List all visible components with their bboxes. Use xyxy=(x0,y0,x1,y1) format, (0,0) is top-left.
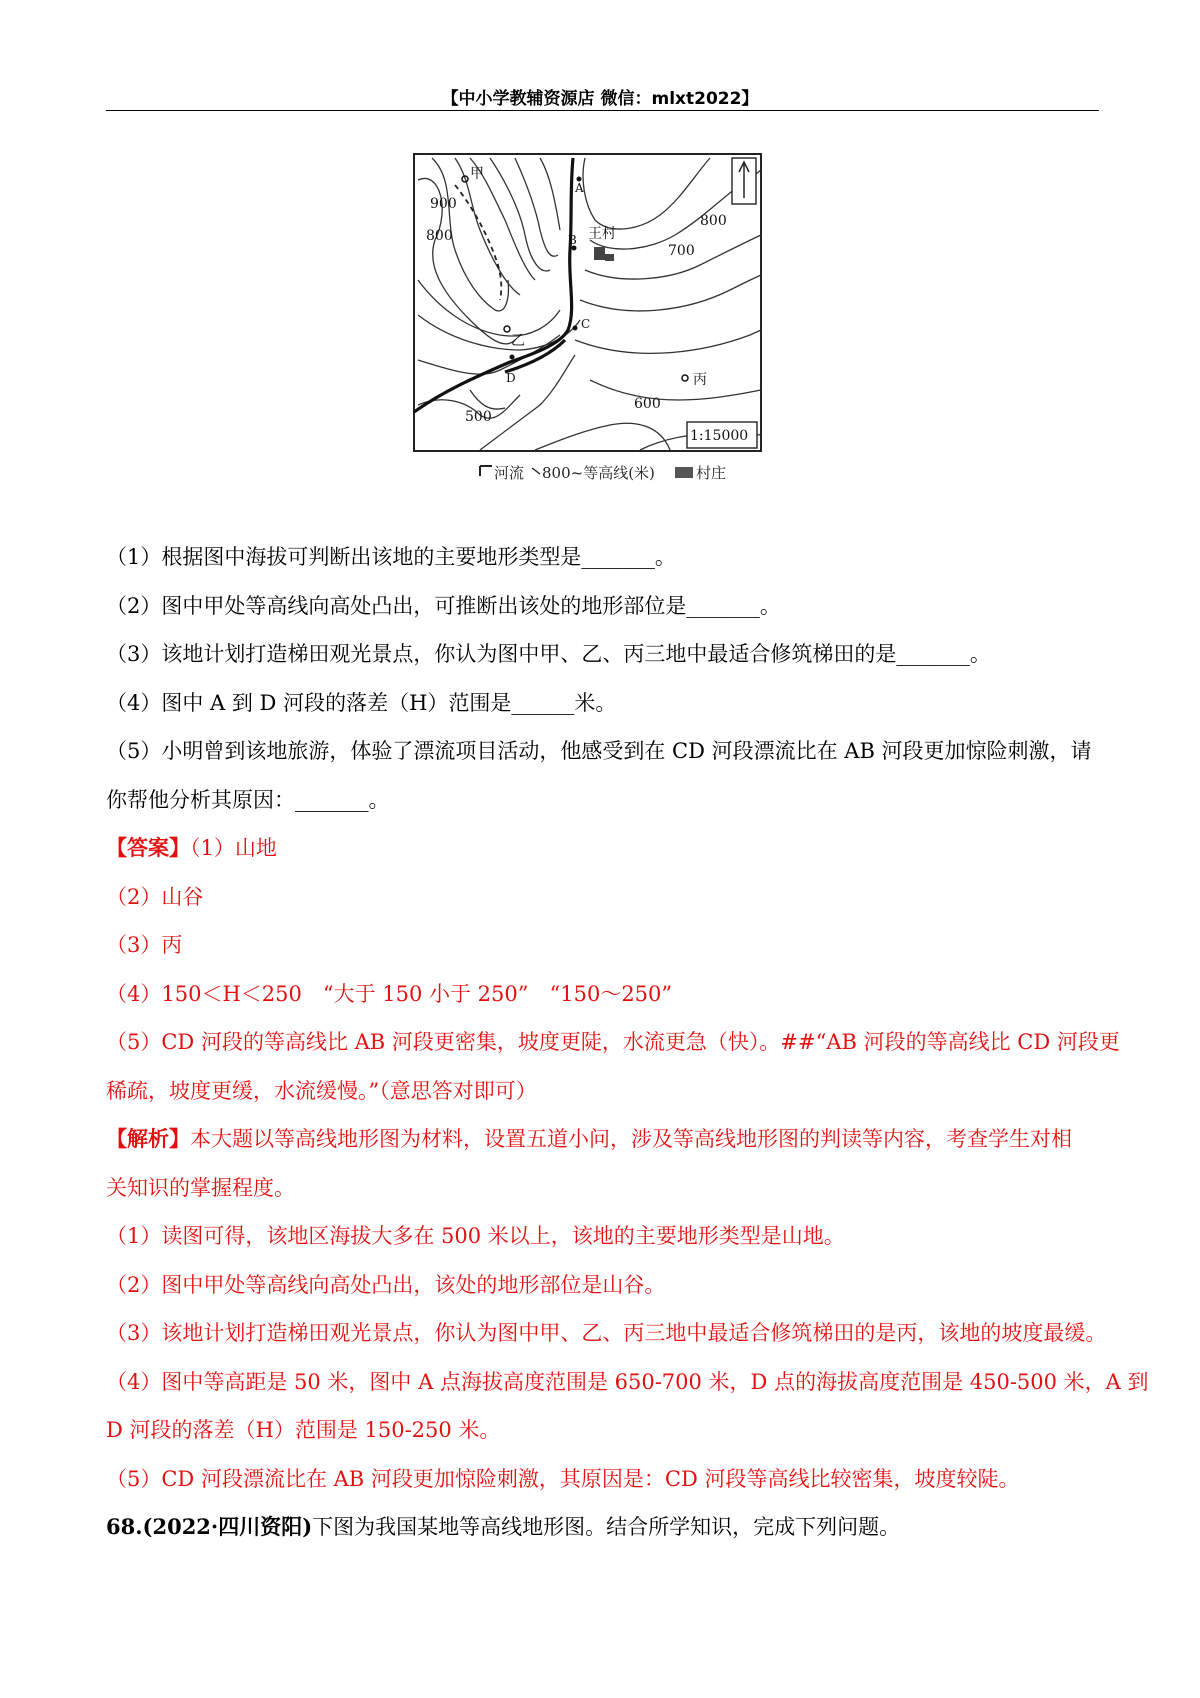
question-5-line-2: 你帮他分析其原因：_______。 xyxy=(106,787,390,812)
analysis-4-line-2: D 河段的落差（H）范围是 150-250 米。 xyxy=(106,1418,501,1442)
page-header: 【中小学教辅资源店 微信：mlxt2022】 xyxy=(441,89,759,109)
analysis-5: （5）CD 河段漂流比在 AB 河段更加惊险刺激，其原因是：CD 河段等高线比较密集，坡度较陡。 xyxy=(106,1466,1020,1491)
contour-map xyxy=(410,150,795,515)
label-village: 王村 xyxy=(588,226,616,242)
point-yi xyxy=(504,326,510,332)
dashed-line xyxy=(455,185,501,300)
question-1: （1）根据图中海拔可判断出该地的主要地形类型是_______。 xyxy=(106,545,676,569)
label-800-right: 800 xyxy=(700,213,727,229)
label-a: A xyxy=(575,181,584,195)
label-900: 900 xyxy=(430,196,457,212)
analysis-intro: 本大题以等高线地形图为材料，设置五道小问，涉及等高线地形图的判读等内容，考查学生对相 xyxy=(190,1127,1072,1151)
label-bing: 丙 xyxy=(693,372,707,388)
analysis-1: （1）读图可得，该地区海拔大多在 500 米以上，该地的主要地形类型是山地。 xyxy=(106,1224,845,1248)
point-d xyxy=(510,355,515,360)
label-c: C xyxy=(581,317,591,331)
answer-tag: 【答案】 xyxy=(106,835,190,860)
question-4: （4）图中 A 到 D 河段的落差（H）范围是______米。 xyxy=(106,690,617,715)
next-question-text: 下图为我国某地等高线地形图。结合所学知识，完成下列问题。 xyxy=(312,1515,901,1539)
label-700: 700 xyxy=(668,243,695,259)
label-jia: 甲 xyxy=(470,166,484,182)
answer-4: （4）150＜H＜250 “大于 150 小于 250” “150～250” xyxy=(106,981,673,1006)
legend-river: 河流 xyxy=(494,464,525,482)
legend-contour: 800~等高线(米) xyxy=(542,464,655,482)
label-b: B xyxy=(568,233,577,247)
answer-line-1 xyxy=(106,824,1099,873)
contour-lines xyxy=(418,158,761,450)
question-2: （2）图中甲处等高线向高处凸出，可推断出该处的地形部位是_______。 xyxy=(106,593,781,618)
analysis-3: （3）该地计划打造梯田观光景点，你认为图中甲、乙、丙三地中最适合修筑梯田的是丙，该地的坡度最缓。 xyxy=(106,1321,1107,1345)
answer-2: （2）山谷 xyxy=(106,884,204,909)
point-c xyxy=(573,326,578,331)
answer-5-line-1: （5）CD 河段的等高线比 AB 河段更密集，坡度更陡，水流更急（快）。##“AB 河段的等高线比 CD 河段更 xyxy=(106,1030,1120,1054)
question-block xyxy=(106,533,1149,1552)
answer-3: （3）丙 xyxy=(106,933,183,957)
answer-1: （1）山地 xyxy=(190,836,277,860)
answer-5-line-2: 稀疏，坡度更缓，水流缓慢。”（意思答对即可） xyxy=(106,1078,537,1103)
analysis-tag: 【解析】 xyxy=(106,1126,190,1151)
legend-village-symbol xyxy=(675,467,693,478)
question-3: （3）该地计划打造梯田观光景点，你认为图中甲、乙、丙三地中最适合修筑梯田的是_______。 xyxy=(106,642,991,666)
village-marker xyxy=(594,247,605,260)
legend-river-symbol xyxy=(480,466,492,476)
analysis-2: （2）图中甲处等高线向高处凸出，该处的地形部位是山谷。 xyxy=(106,1272,666,1297)
header-rule xyxy=(106,110,1099,111)
map-legend xyxy=(480,464,726,482)
point-bing xyxy=(682,375,688,381)
label-d: D xyxy=(506,371,516,385)
north-arrow xyxy=(732,158,756,204)
next-question-number: 68.(2022·四川资阳) xyxy=(106,1514,313,1539)
analysis-line-1 xyxy=(106,1115,1099,1164)
label-800-left: 800 xyxy=(426,228,453,244)
next-question xyxy=(106,1503,1099,1552)
label-500: 500 xyxy=(465,409,492,425)
question-5-line-1: （5）小明曾到该地旅游，体验了漂流项目活动，他感受到在 CD 河段漂流比在 AB 河段更加惊险刺激，请 xyxy=(106,739,1092,763)
legend-village: 村庄 xyxy=(696,464,727,482)
analysis-intro-2: 关知识的掌握程度。 xyxy=(106,1175,295,1200)
label-600: 600 xyxy=(634,396,661,412)
analysis-4-line-1: （4）图中等高距是 50 米，图中 A 点海拔高度范围是 650-700 米，D 点的海拔高度范围是 450-500 米，A 到 xyxy=(106,1369,1149,1394)
label-yi: 乙 xyxy=(511,333,525,349)
map-scale: 1:15000 xyxy=(690,428,749,444)
